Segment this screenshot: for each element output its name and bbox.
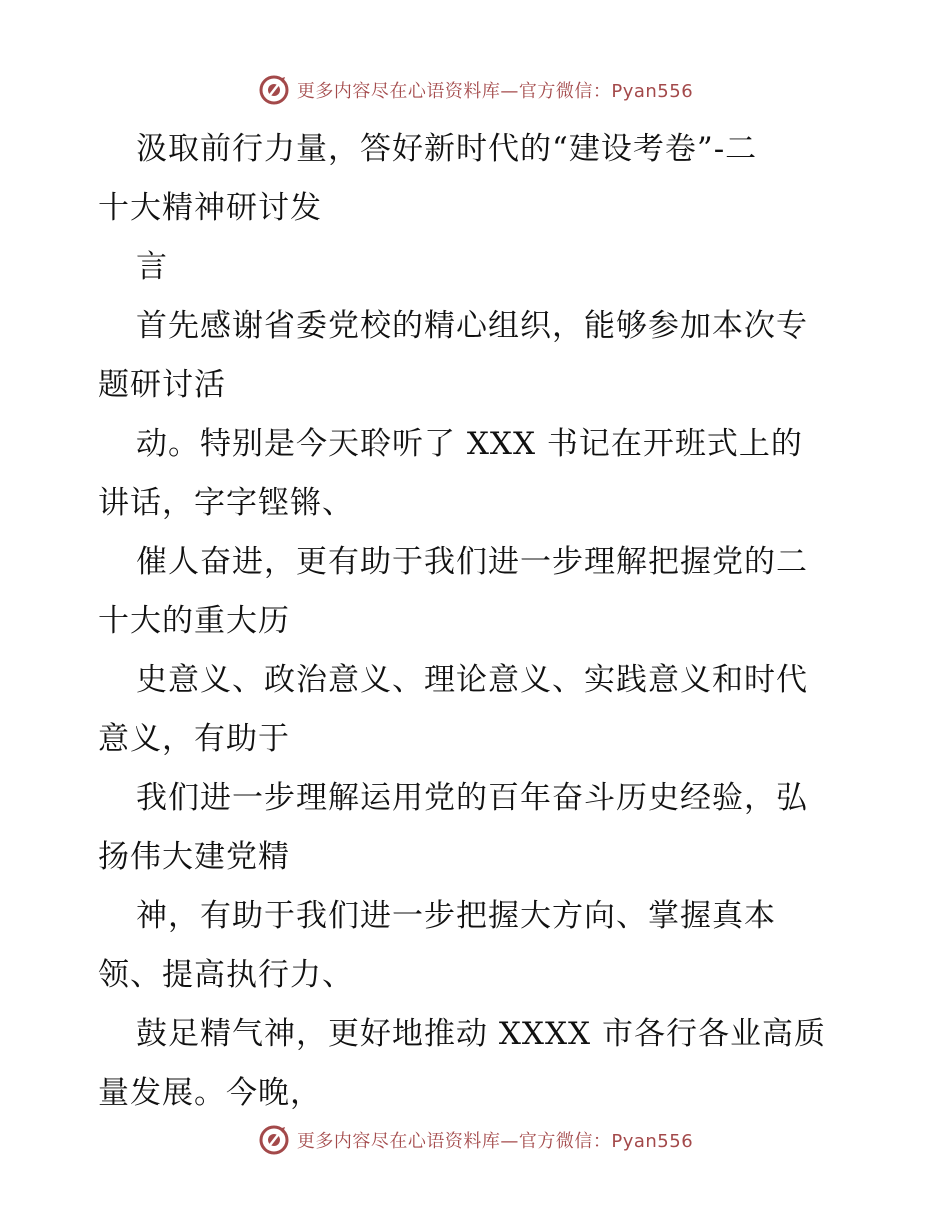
text-line: 鼓足精气神，更好地推动 XXXX 市各行各业高质 <box>136 1016 826 1052</box>
footer-brand-bar <box>0 1120 950 1160</box>
brand-logo-icon <box>257 1123 291 1157</box>
text-line: 首先感谢省委党校的精心组织，能够参加本次专 <box>136 308 808 344</box>
header-brand-text: 更多内容尽在心语资料库—官方微信：Pyan556 <box>296 81 694 102</box>
text-line: 言 <box>136 249 168 285</box>
text-line: 我们进一步理解运用党的百年奋斗历史经验，弘 <box>136 780 808 816</box>
text-line: 题研讨活 <box>98 367 226 403</box>
text-line: 意义，有助于 <box>98 721 290 757</box>
text-line: 扬伟大建党精 <box>98 839 290 875</box>
text-line: 神，有助于我们进一步把握大方向、掌握真本 <box>136 898 776 934</box>
text-line: 十大的重大历 <box>98 603 290 639</box>
header-brand-bar <box>0 70 950 110</box>
text-line: 量发展。今晚， <box>98 1075 322 1111</box>
text-line: 动。特别是今天聆听了 XXX 书记在开班式上的 <box>136 426 803 462</box>
text-line: 领、提高执行力、 <box>98 957 354 993</box>
text-line: 史意义、政治意义、理论意义、实践意义和时代 <box>136 662 808 698</box>
text-line: 讲话，字字铿锵、 <box>98 485 354 521</box>
brand-logo-icon <box>257 73 291 107</box>
document-body <box>98 120 858 1123</box>
text-line: 汲取前行力量，答好新时代的“建设考卷”-二 <box>136 131 758 167</box>
text-line: 十大精神研讨发 <box>98 190 322 226</box>
footer-brand-text: 更多内容尽在心语资料库—官方微信：Pyan556 <box>296 1131 694 1152</box>
text-line: 催人奋进，更有助于我们进一步理解把握党的二 <box>136 544 808 580</box>
